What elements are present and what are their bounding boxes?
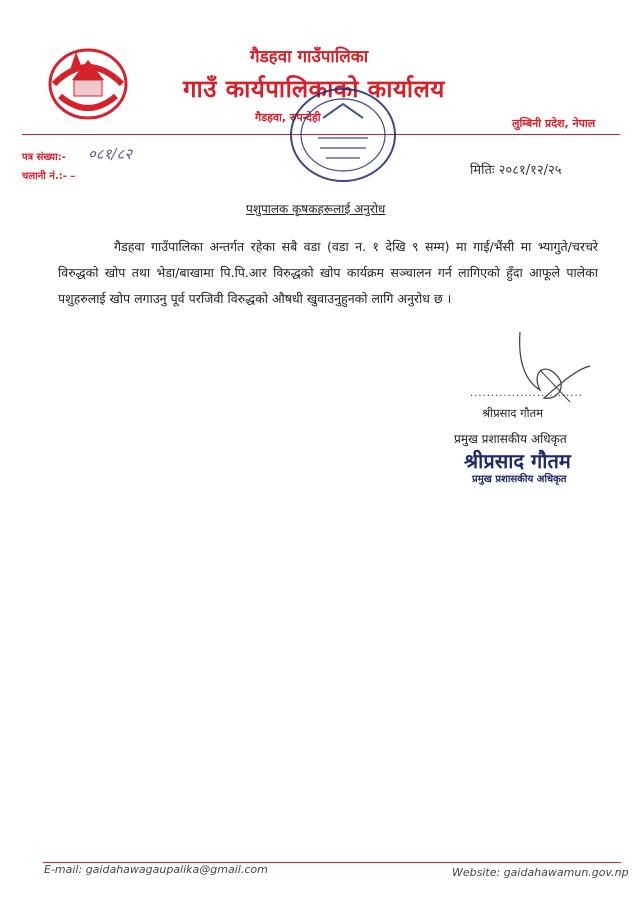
letter-subject: पशुपालक कृषकहरूलाई अनुरोध (246, 202, 386, 216)
patra-label: पत्र संख्या:- (22, 152, 66, 163)
letter-body: गैडहवा गाउँपालिका अन्तर्गत रहेका सबै वडा (वडा न. १ देखि ९ सम्म) मा गाई/भैंसी मा भ्यागुते/चरचरे विरुद्धको खोप तथा भेडा/बाखामा पि.पि.आर विरुद्धको खोप कार्यक्रम सञ्चालन गर्न लागिएको हुँदा आफूले पालेका पशुहरुलाई खोप लगाउनु पूर्व परजिवी विरुद्धको औषधी खुवाउनुहुनको लागि अनुरोध छ । (58, 239, 598, 306)
office-name: गैडहवा गाउँपालिका (250, 47, 369, 67)
patra-number: ०८१/८२ (88, 145, 133, 163)
name-stamp: श्रीप्रसाद गौतम (464, 449, 571, 473)
office-seal (288, 86, 398, 184)
signatory-title: प्रमुख प्रशासकीय अधिकृत (454, 432, 567, 446)
nepal-emblem-icon (44, 40, 132, 126)
office-address: गैडहवा, रुपन्देही (255, 111, 321, 124)
office-title: गाउँ कार्यपालिकाको कार्यालय (183, 75, 445, 103)
chalani-number: चलानी नं.:- – (22, 171, 76, 182)
footer-website: Website: gaidahawamun.gov.np (452, 866, 629, 879)
letter-date: मितिः २०८१/१२/२५ (470, 163, 562, 178)
footer-email: E-mail: gaidahawagaupalika@gmail.com (44, 863, 268, 876)
signature-line: ........................... (470, 388, 583, 399)
title-stamp: प्रमुख प्रशासकीय अधिकृत (472, 474, 567, 485)
signatory-name: श्रीप्रसाद गौतम (482, 406, 544, 420)
province-text: लुम्बिनी प्रदेश, नेपाल (512, 117, 596, 130)
